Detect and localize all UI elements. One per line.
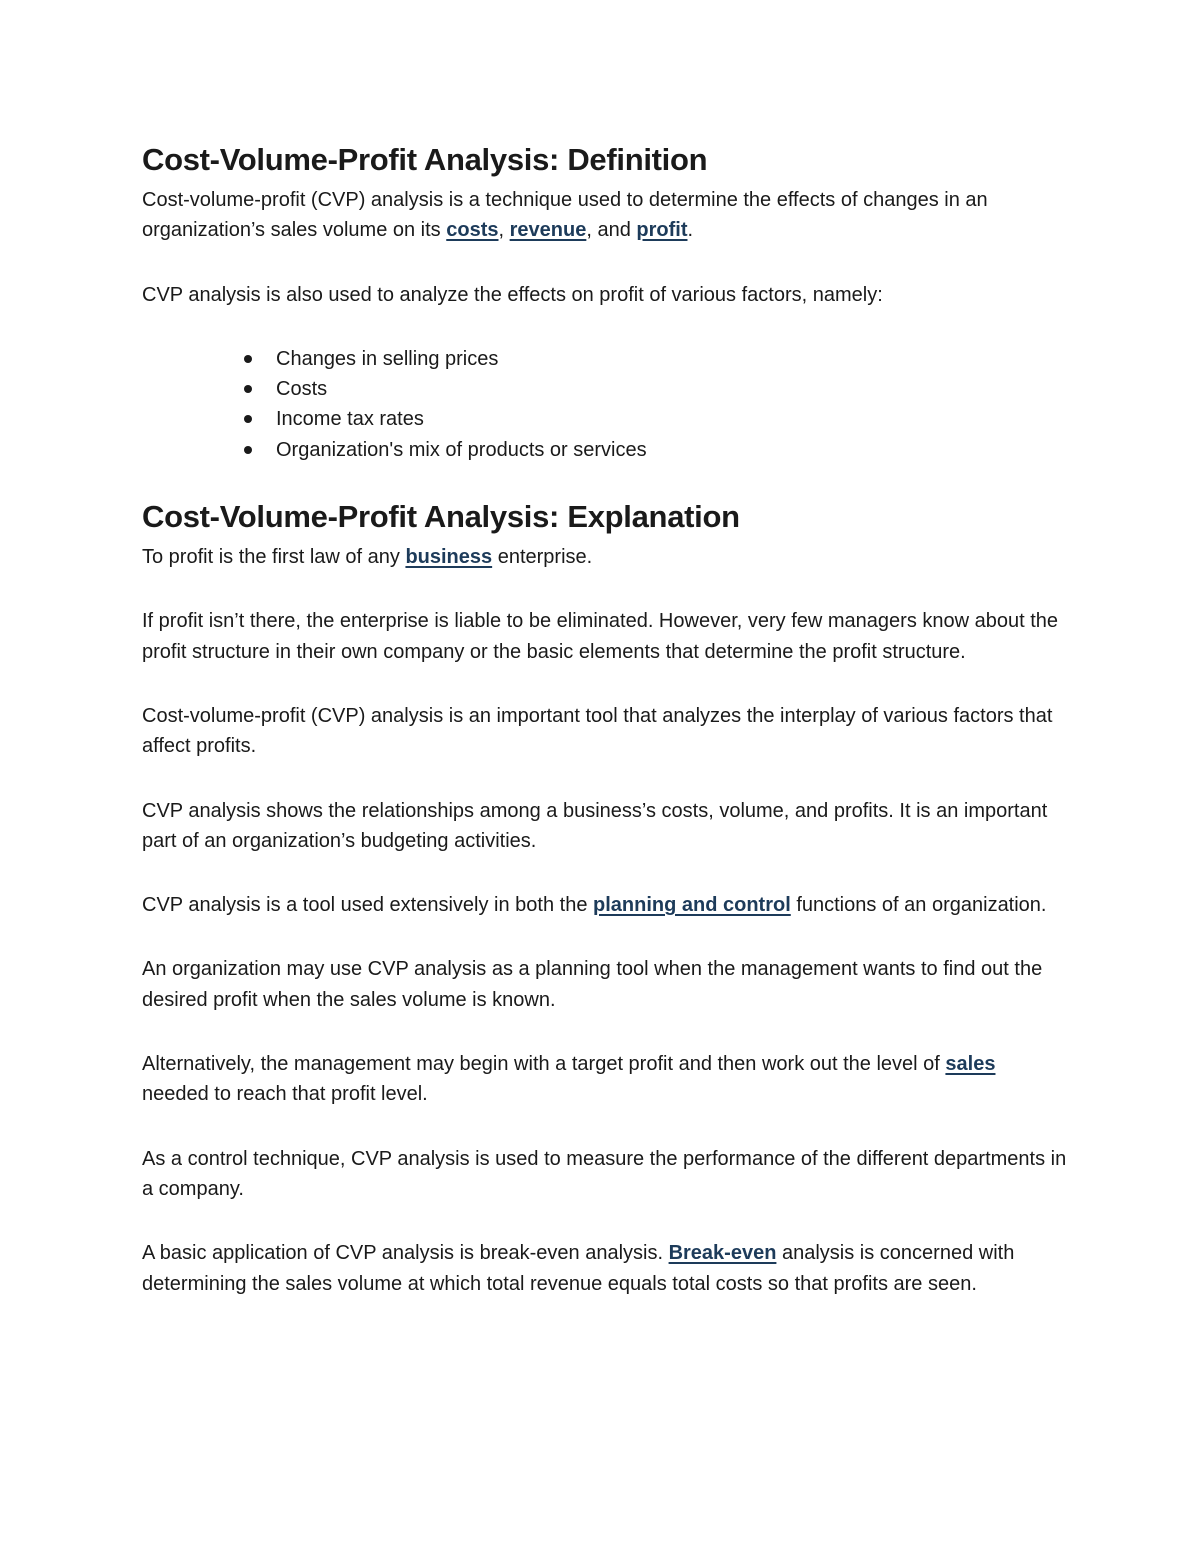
heading-definition: Cost-Volume-Profit Analysis: Definition xyxy=(142,142,708,177)
factors-list xyxy=(142,344,1067,465)
list-item: Changes in selling prices xyxy=(276,344,1067,374)
text-span: Alternatively, the management may begin with a target profit and then work out the level of xyxy=(142,1053,946,1076)
definition-paragraph xyxy=(142,185,1067,246)
text-span: needed to reach that profit level. xyxy=(142,1083,428,1106)
link-profit[interactable]: profit xyxy=(636,219,688,242)
text-span: A basic application of CVP analysis is break-even analysis. xyxy=(142,1242,669,1265)
text-span: , and xyxy=(586,219,637,242)
link-sales[interactable]: sales xyxy=(945,1053,996,1076)
link-costs[interactable]: costs xyxy=(446,219,499,242)
explanation-paragraph-4: CVP analysis shows the relationships among a business’s costs, volume, and profits. It is an important part of an organization’s budgeting activities. xyxy=(142,799,1048,852)
text-span: CVP analysis is a tool used extensively in both the xyxy=(142,894,593,917)
text-span: analysis is concerned with determining the sales volume at which total revenue equals total costs so that profits are seen. xyxy=(142,1242,1015,1295)
explanation-paragraph-7 xyxy=(142,1049,1067,1110)
heading-explanation: Cost-Volume-Profit Analysis: Explanation xyxy=(142,499,740,535)
link-business[interactable]: business xyxy=(405,546,493,569)
explanation-paragraph-5 xyxy=(142,890,1067,920)
explanation-paragraph-2: If profit isn’t there, the enterprise is liable to be eliminated. However, very few managers know about the profit structure in their own company or the basic elements that determine the profit structure. xyxy=(142,610,1059,663)
text-span: To profit is the first law of any xyxy=(142,546,406,569)
explanation-paragraph-6: An organization may use CVP analysis as a planning tool when the management wants to find out the desired profit when the sales volume is known. xyxy=(142,958,1043,1011)
explanation-paragraph-3: Cost-volume-profit (CVP) analysis is an important tool that analyzes the interplay of various factors that affect profits. xyxy=(142,704,1053,758)
document-page xyxy=(142,140,1067,1333)
text-span: functions of an organization. xyxy=(790,894,1047,917)
list-item: Organization's mix of products or services xyxy=(276,435,1067,465)
text-span: Cost-volume-profit (CVP) analysis is a technique used to determine the effects of changes in an organization’s sales volume on its xyxy=(142,189,988,242)
text-span: . xyxy=(687,219,694,242)
text-span: , xyxy=(498,219,510,242)
factors-intro-paragraph: CVP analysis is also used to analyze the effects on profit of various factors, namely: xyxy=(142,283,883,306)
explanation-paragraph-1 xyxy=(142,542,1067,572)
list-item: Costs xyxy=(276,374,1067,404)
explanation-paragraph-8: As a control technique, CVP analysis is used to measure the performance of the different departments in a company. xyxy=(142,1147,1067,1200)
text-span: enterprise. xyxy=(492,546,593,569)
link-revenue[interactable]: revenue xyxy=(509,219,587,242)
link-planning-and-control[interactable]: planning and control xyxy=(593,894,791,917)
list-item: Income tax rates xyxy=(276,404,1067,434)
explanation-paragraph-9 xyxy=(142,1238,1067,1299)
link-break-even[interactable]: Break-even xyxy=(668,1242,777,1265)
